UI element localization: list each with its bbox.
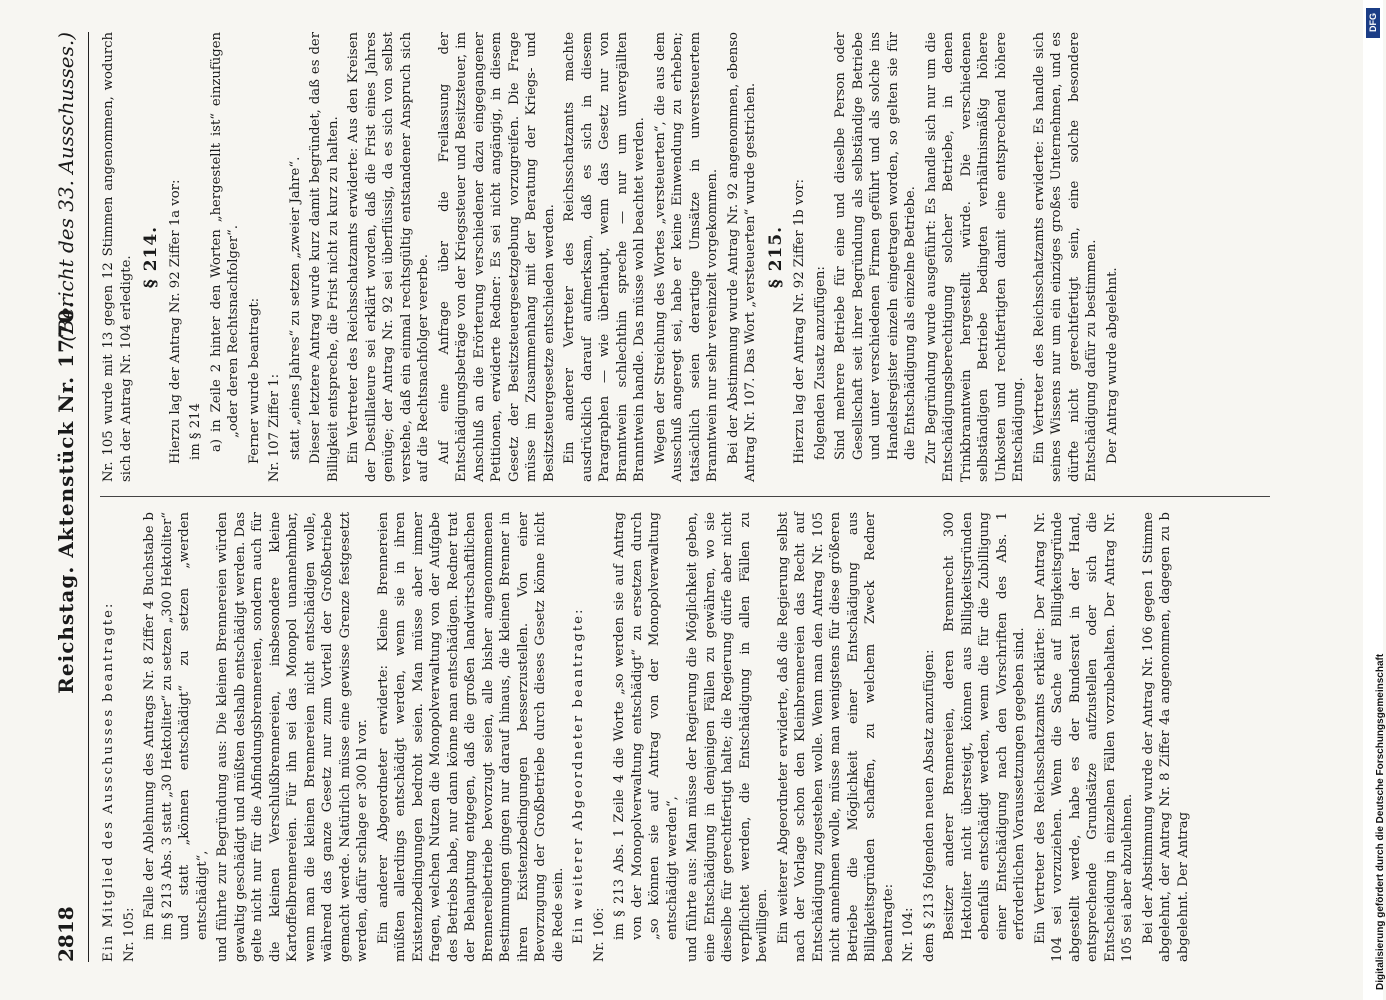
paragraph: Ein Vertreter des Reichsschatzamts erwiderte: Es handle sich seines Wissens nur um ein einziges großes Unternehmen, und es dürfte nicht gerechtfertigt sein, eine solche besondere Entschädigung dafür zu bestimmen. xyxy=(1031,32,1099,482)
paragraph: Nr. 105 wurde mit 13 gegen 12 Stimmen angenommen, wodurch sich der Antrag Nr. 104 erledigte. xyxy=(101,32,134,482)
paragraph: Ein weiterer Abgeordneter beantragte: xyxy=(571,607,586,944)
paragraph: Nr. 107 Ziffer 1: xyxy=(267,373,282,482)
page-header xyxy=(48,32,89,962)
paragraph: Ferner wurde beantragt: xyxy=(246,297,262,464)
paragraph: Nr. 106: xyxy=(591,907,607,962)
paragraph: Der Antrag wurde abgelehnt. xyxy=(1104,267,1120,464)
paragraph: Bei der Abstimmung wurde Antrag Nr. 92 angenommen, ebenso Antrag Nr. 107. Das Wort „versteuerten“ wurde gestrichen. xyxy=(725,32,758,482)
right-column xyxy=(100,32,1270,482)
paragraph: Nr. 105: xyxy=(121,907,137,962)
paragraph: Hierzu lag der Antrag Nr. 92 Ziffer 1a vor: xyxy=(167,179,183,464)
paragraph: Ein Mitglied des Ausschusses beantragte: xyxy=(101,601,116,962)
paragraph: Dieser letztere Antrag wurde kurz damit begründet, daß es der Billigkeit entspreche, die Frist nicht zu kurz zu halten. xyxy=(308,32,341,482)
paragraph: Ein weiterer Abgeordneter erwiderte, daß die Regierung selbst nach der Vorlage schon den Kleinbrennereien das Recht auf Entschädigung zugestehen wolle. Wenn man den Antrag Nr. 105 nicht annehmen wolle, müsse man wenigstens für diese größeren Betriebe die Möglichkeit einer Entschädigung aus Billigkeitsgründen schaffen, zu welchem Zweck Redner beantragte: xyxy=(775,512,896,962)
paragraph: Ein anderer Abgeordneter erwiderte: Kleine Brennereien müßten allerdings entschädigt werden, wenn sie in ihren Existenzbedingungen bedroht seien. Man müsse aber immer fragen, welchen Nutzen die Monopolverwaltung von der Aufgabe des Betriebs habe, nur dann könne man entschädigen. Redner trat der Behauptung entgegen, daß die großen landwirtschaftlichen Brennereibetriebe bevorzugt seien, alle bisher angenommenen Bestimmungen gingen nur darauf hinaus, die kleinen Brenner in ihren Existenzbedingungen besserzustellen. Von einer Bevorzugung der Großbetriebe durch dieses Gesetz könne nicht die Rede sein. xyxy=(375,512,566,962)
paragraph: Hierzu lag der Antrag Nr. 92 Ziffer 1b vor: xyxy=(792,179,807,464)
paragraph: Auf eine Anfrage über die Freilassung der Entschädigungsbeträge von der Kriegssteuer und Besitzsteuer, im Anschluß an die Erörterung verschiedener dazu eingegangener Petitionen, erwiderte Redner: Es sei nicht angängig, in diesem Gesetz der Besitzsteuergesetzgebung vorzugreifen. Die Frage müsse im Zusammenhang mit der Beratung der Kriegs- und Besitzsteuergesetze entschieden werden. xyxy=(436,32,557,482)
digitization-note: Digitalisierung gefördert durch die Deutsche Forschungsgemeinschaft xyxy=(1375,653,1386,990)
dfg-logo: DFG xyxy=(1366,8,1380,38)
column-divider xyxy=(100,496,1270,497)
paragraph: dem § 213 folgenden neuen Absatz anzufügen: xyxy=(921,649,937,962)
paragraph: Besitzer anderer Brennereien, deren Brennrecht 300 Hektoliter nicht übersteigt, können aus Billigkeitsgründen ebenfalls entschädigt werden, wenn die für die Zubilligung einer Entschädigung nach den Vorschriften des Abs. 1 erforderlichen Voraussetzungen gegeben sind. xyxy=(942,512,1027,940)
left-column xyxy=(100,512,1270,962)
paragraph: Ein anderer Vertreter des Reichsschatzamts machte ausdrücklich darauf aufmerksam, daß es sich in diesem Paragraphen — wie überhaupt, wenn das Gesetz nur von Branntwein schlechthin spreche — nur um unvergällten Branntwein handle. Das müsse wohl beachtet werden. xyxy=(562,32,647,482)
document-title: Reichstag. Aktenstück Nr. 1770. xyxy=(54,300,78,694)
paragraph: und führte aus: Man müsse der Regierung die Möglichkeit geben, eine Entschädigung in denjenigen Fällen zu gewähren, wo sie dieselbe für gerechtfertigt halte; die Regierung dürfe aber nicht verpflichtet werden, die Entschädigung in allen Fällen zu bewilligen. xyxy=(685,512,770,962)
paragraph: im Falle der Ablehnung des Antrags Nr. 8 Ziffer 4 Buchstabe b im § 213 Abs. 3 statt „30 Hektoliter“ zu setzen „300 Hektoliter“ und statt „können entschädigt“ zu setzen „werden entschädigt“, xyxy=(142,512,210,940)
paragraph: Zur Begründung wurde ausgeführt: Es handle sich nur um die Entschädigungsberechtigung solcher Betriebe, in denen Trinkbranntwein hergestellt würde. Die verschiedenen selbständigen Betriebe bedingten verhältnismäßig höhere Unkosten und rechtfertigten damit eine entsprechend höhere Entschädigung. xyxy=(923,32,1026,482)
paragraph: folgenden Zusatz anzufügen: xyxy=(812,266,828,460)
section-heading: § 215. xyxy=(765,225,786,289)
page-number: 2818 xyxy=(54,906,78,962)
paragraph: im § 214 xyxy=(188,403,203,460)
paragraph: Ein Vertreter des Reichsschatzamts erwiderte: Aus den Kreisen der Destillateure sei erklärt worden, daß die Frist eines Jahres genüge; der Antrag Nr. 92 sei überflüssig, da es sich von selbst verstehe, daß ein einmal rechtsgültig entstandener Anspruch sich auf die Rechtsnachfolger vererbe. xyxy=(346,32,431,482)
paragraph: Nr. 104: xyxy=(901,907,916,962)
section-heading: § 214. xyxy=(141,225,161,289)
paragraph: statt „eines Jahres“ zu setzen „zweier Jahre“. xyxy=(287,156,303,460)
paragraph: Bei der Abstimmung wurde der Antrag Nr. 106 gegen 1 Stimme abgelehnt, der Antrag Nr. 8 Ziffer 4a angenommen, dagegen zu b abgelehnt. Der Antrag xyxy=(1140,512,1191,962)
paragraph: Sind mehrere Betriebe für eine und dieselbe Person oder Gesellschaft seit ihrer Begründung als selbständige Betriebe und unter verschiedenen Firmen geführt und als solche ins Handelsregister einzeln eingetragen worden, so gelten sie für die Entschädigung als einzelne Betriebe. xyxy=(833,32,918,460)
paragraph: Wegen der Streichung des Wortes „versteuerten“, die aus dem Ausschuß angeregt sei, habe er keine Einwendung zu erheben; tatsächlich seien derartige Umsätze in unversteuertem Branntwein nur sehr vereinzelt vorgekommen. xyxy=(652,32,720,482)
paragraph: und führte zur Begründung aus: Die kleinen Brennereien würden gewaltig geschädigt und müßten deshalb entschädigt werden. Das gelte nicht nur für die Abfindungsbrennereien, sondern auch für die kleinen Verschlußbrennereien, insbesondere kleine Kartoffelbrennereien. Für ihn sei das Monopol unannehmbar, wenn man die kleinen Brennereien nicht entschädigen wolle, während das ganze Gesetz nur zum Vorteil der Großbetriebe gemacht werde. Natürlich müsse eine gewisse Grenze festgesetzt werden, dafür schlage er 300 hl vor. xyxy=(215,512,370,962)
report-title: (Bericht des 33. Ausschusses.) xyxy=(54,32,78,342)
paragraph: im § 213 Abs. 1 Zeile 4 die Worte „so werden sie auf Antrag von der Monopolverwaltung entschädigt“ zu ersetzen durch „so können sie auf Antrag von der Monopolverwaltung entschädigt werden“, xyxy=(612,512,680,940)
paragraph: Ein Vertreter des Reichsschatzamts erklärte: Der Antrag Nr. 104 sei vorzuziehen. Wenn die Sache auf Billigkeitsgründe abgestellt werde, habe es der Bundesrat in der Hand, entsprechende Grundsätze aufzustellen oder sich die Entscheidung in einzelnen Fällen vorzubehalten. Der Antrag Nr. 105 sei aber abzulehnen. xyxy=(1032,512,1135,962)
paragraph: a) in Zeile 2 hinter den Worten „hergestellt ist“ einzufügen „oder deren Rechtsnachfolger“. xyxy=(208,32,241,452)
